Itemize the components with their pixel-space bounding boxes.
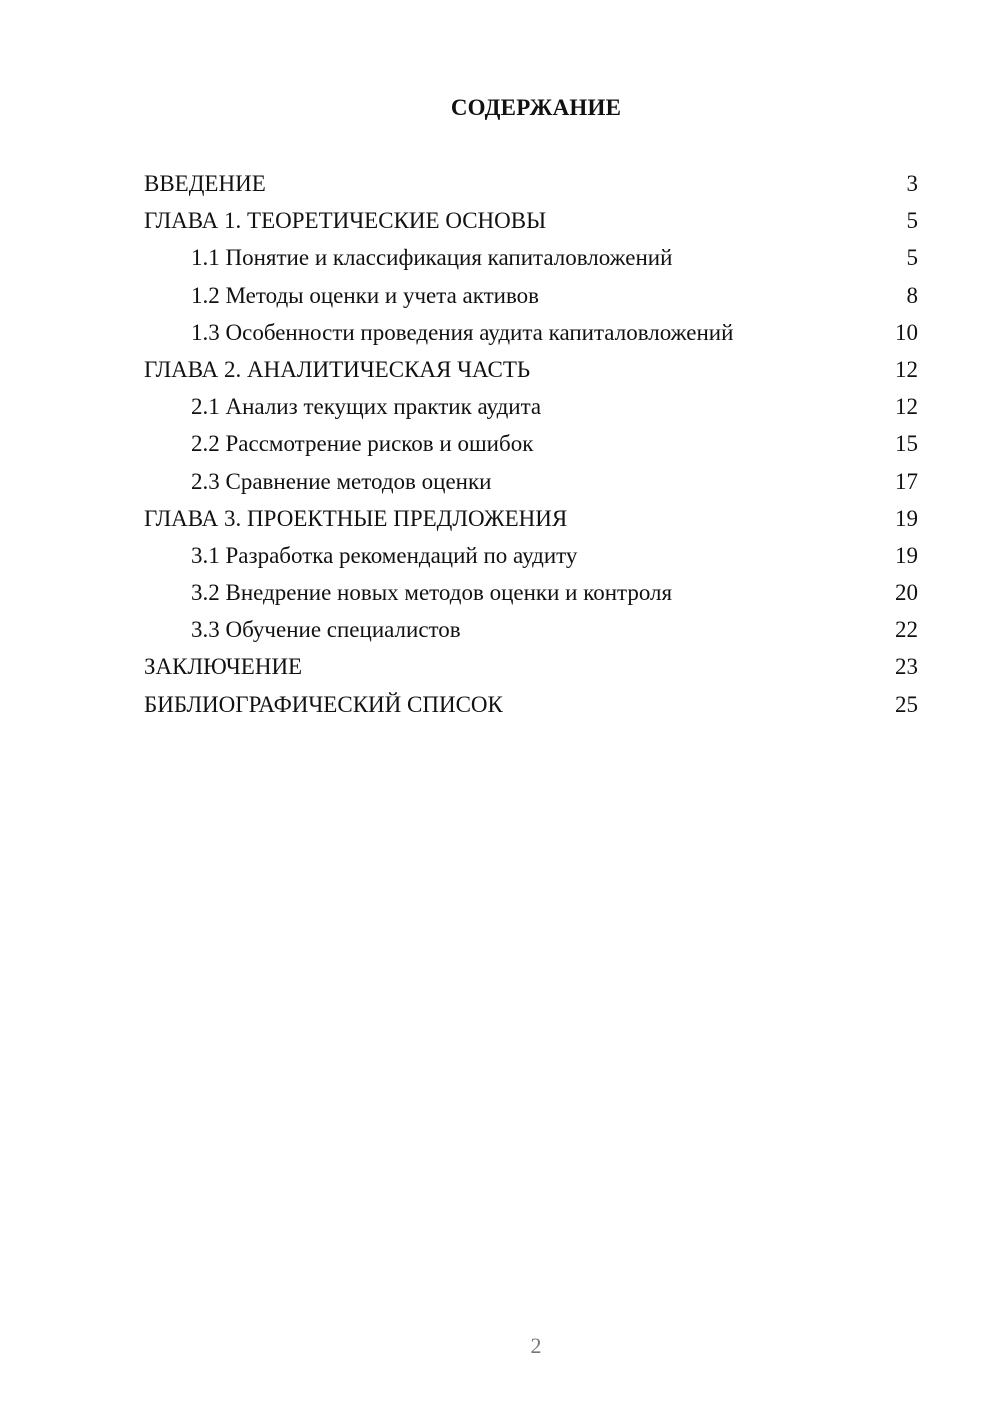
toc-subentry-title: 1.3 Особенности проведения аудита капиталовложений xyxy=(191,319,734,345)
toc-subentry[interactable] xyxy=(144,537,918,574)
toc-subentry[interactable] xyxy=(144,463,918,500)
toc-subentry-title: 2.1 Анализ текущих практик аудита xyxy=(191,394,542,420)
toc-subentry-page: 15 xyxy=(895,431,918,457)
toc-subentry[interactable] xyxy=(144,425,918,462)
toc-entry-title: ГЛАВА 3. ПРОЕКТНЫЕ ПРЕДЛОЖЕНИЯ xyxy=(144,505,568,531)
toc-entry-title: ЗАКЛЮЧЕНИЕ xyxy=(144,654,303,680)
toc-entry-title: ГЛАВА 2. АНАЛИТИЧЕСКАЯ ЧАСТЬ xyxy=(144,356,531,382)
toc-subentry-title: 3.2 Внедрение новых методов оценки и контроля xyxy=(191,580,673,606)
table-of-contents xyxy=(144,165,918,723)
toc-subentry-title: 3.3 Обучение специалистов xyxy=(191,617,461,643)
toc-subentry-title: 2.3 Сравнение методов оценки xyxy=(191,468,492,494)
toc-entry-page: 19 xyxy=(895,505,918,531)
page-title: СОДЕРЖАНИЕ xyxy=(450,95,622,120)
toc-entry-page: 12 xyxy=(895,356,918,382)
page-number: 2 xyxy=(530,1333,542,1358)
toc-subentry[interactable] xyxy=(144,574,918,611)
toc-entry[interactable] xyxy=(144,351,918,388)
toc-subentry-page: 19 xyxy=(895,542,918,568)
toc-subentry[interactable] xyxy=(144,314,918,351)
toc-subentry-title: 1.2 Методы оценки и учета активов xyxy=(191,282,540,308)
toc-subentry-page: 12 xyxy=(895,394,918,420)
toc-subentry-page: 8 xyxy=(906,282,918,308)
toc-subentry-page: 20 xyxy=(895,580,918,606)
toc-entry-title: ВВЕДЕНИЕ xyxy=(144,171,266,196)
toc-entry-title: ГЛАВА 1. ТЕОРЕТИЧЕСКИЕ ОСНОВЫ xyxy=(144,208,547,234)
toc-subentry-page: 10 xyxy=(895,319,918,345)
toc-entry-page: 5 xyxy=(906,208,918,234)
toc-entry-page: 23 xyxy=(895,654,918,680)
toc-entry[interactable] xyxy=(144,686,918,723)
toc-subentry[interactable] xyxy=(144,388,918,425)
toc-entry[interactable] xyxy=(144,165,918,202)
toc-subentry-page: 17 xyxy=(895,468,918,494)
toc-entry[interactable] xyxy=(144,648,918,685)
toc-subentry[interactable] xyxy=(144,239,918,276)
toc-entry[interactable] xyxy=(144,500,918,537)
toc-entry-page: 25 xyxy=(895,691,918,717)
toc-subentry[interactable] xyxy=(144,277,918,314)
toc-subentry[interactable] xyxy=(144,611,918,648)
toc-entry-page: 3 xyxy=(906,171,918,196)
toc-subentry-title: 1.1 Понятие и классификация капиталовложений xyxy=(191,245,673,271)
toc-entry-title: БИБЛИОГРАФИЧЕСКИЙ СПИСОК xyxy=(144,691,503,717)
toc-entry[interactable] xyxy=(144,202,918,239)
toc-subentry-page: 5 xyxy=(906,245,918,271)
toc-subentry-title: 3.1 Разработка рекомендаций по аудиту xyxy=(191,542,578,568)
toc-subentry-title: 2.2 Рассмотрение рисков и ошибок xyxy=(191,431,534,457)
toc-subentry-page: 22 xyxy=(895,617,918,643)
